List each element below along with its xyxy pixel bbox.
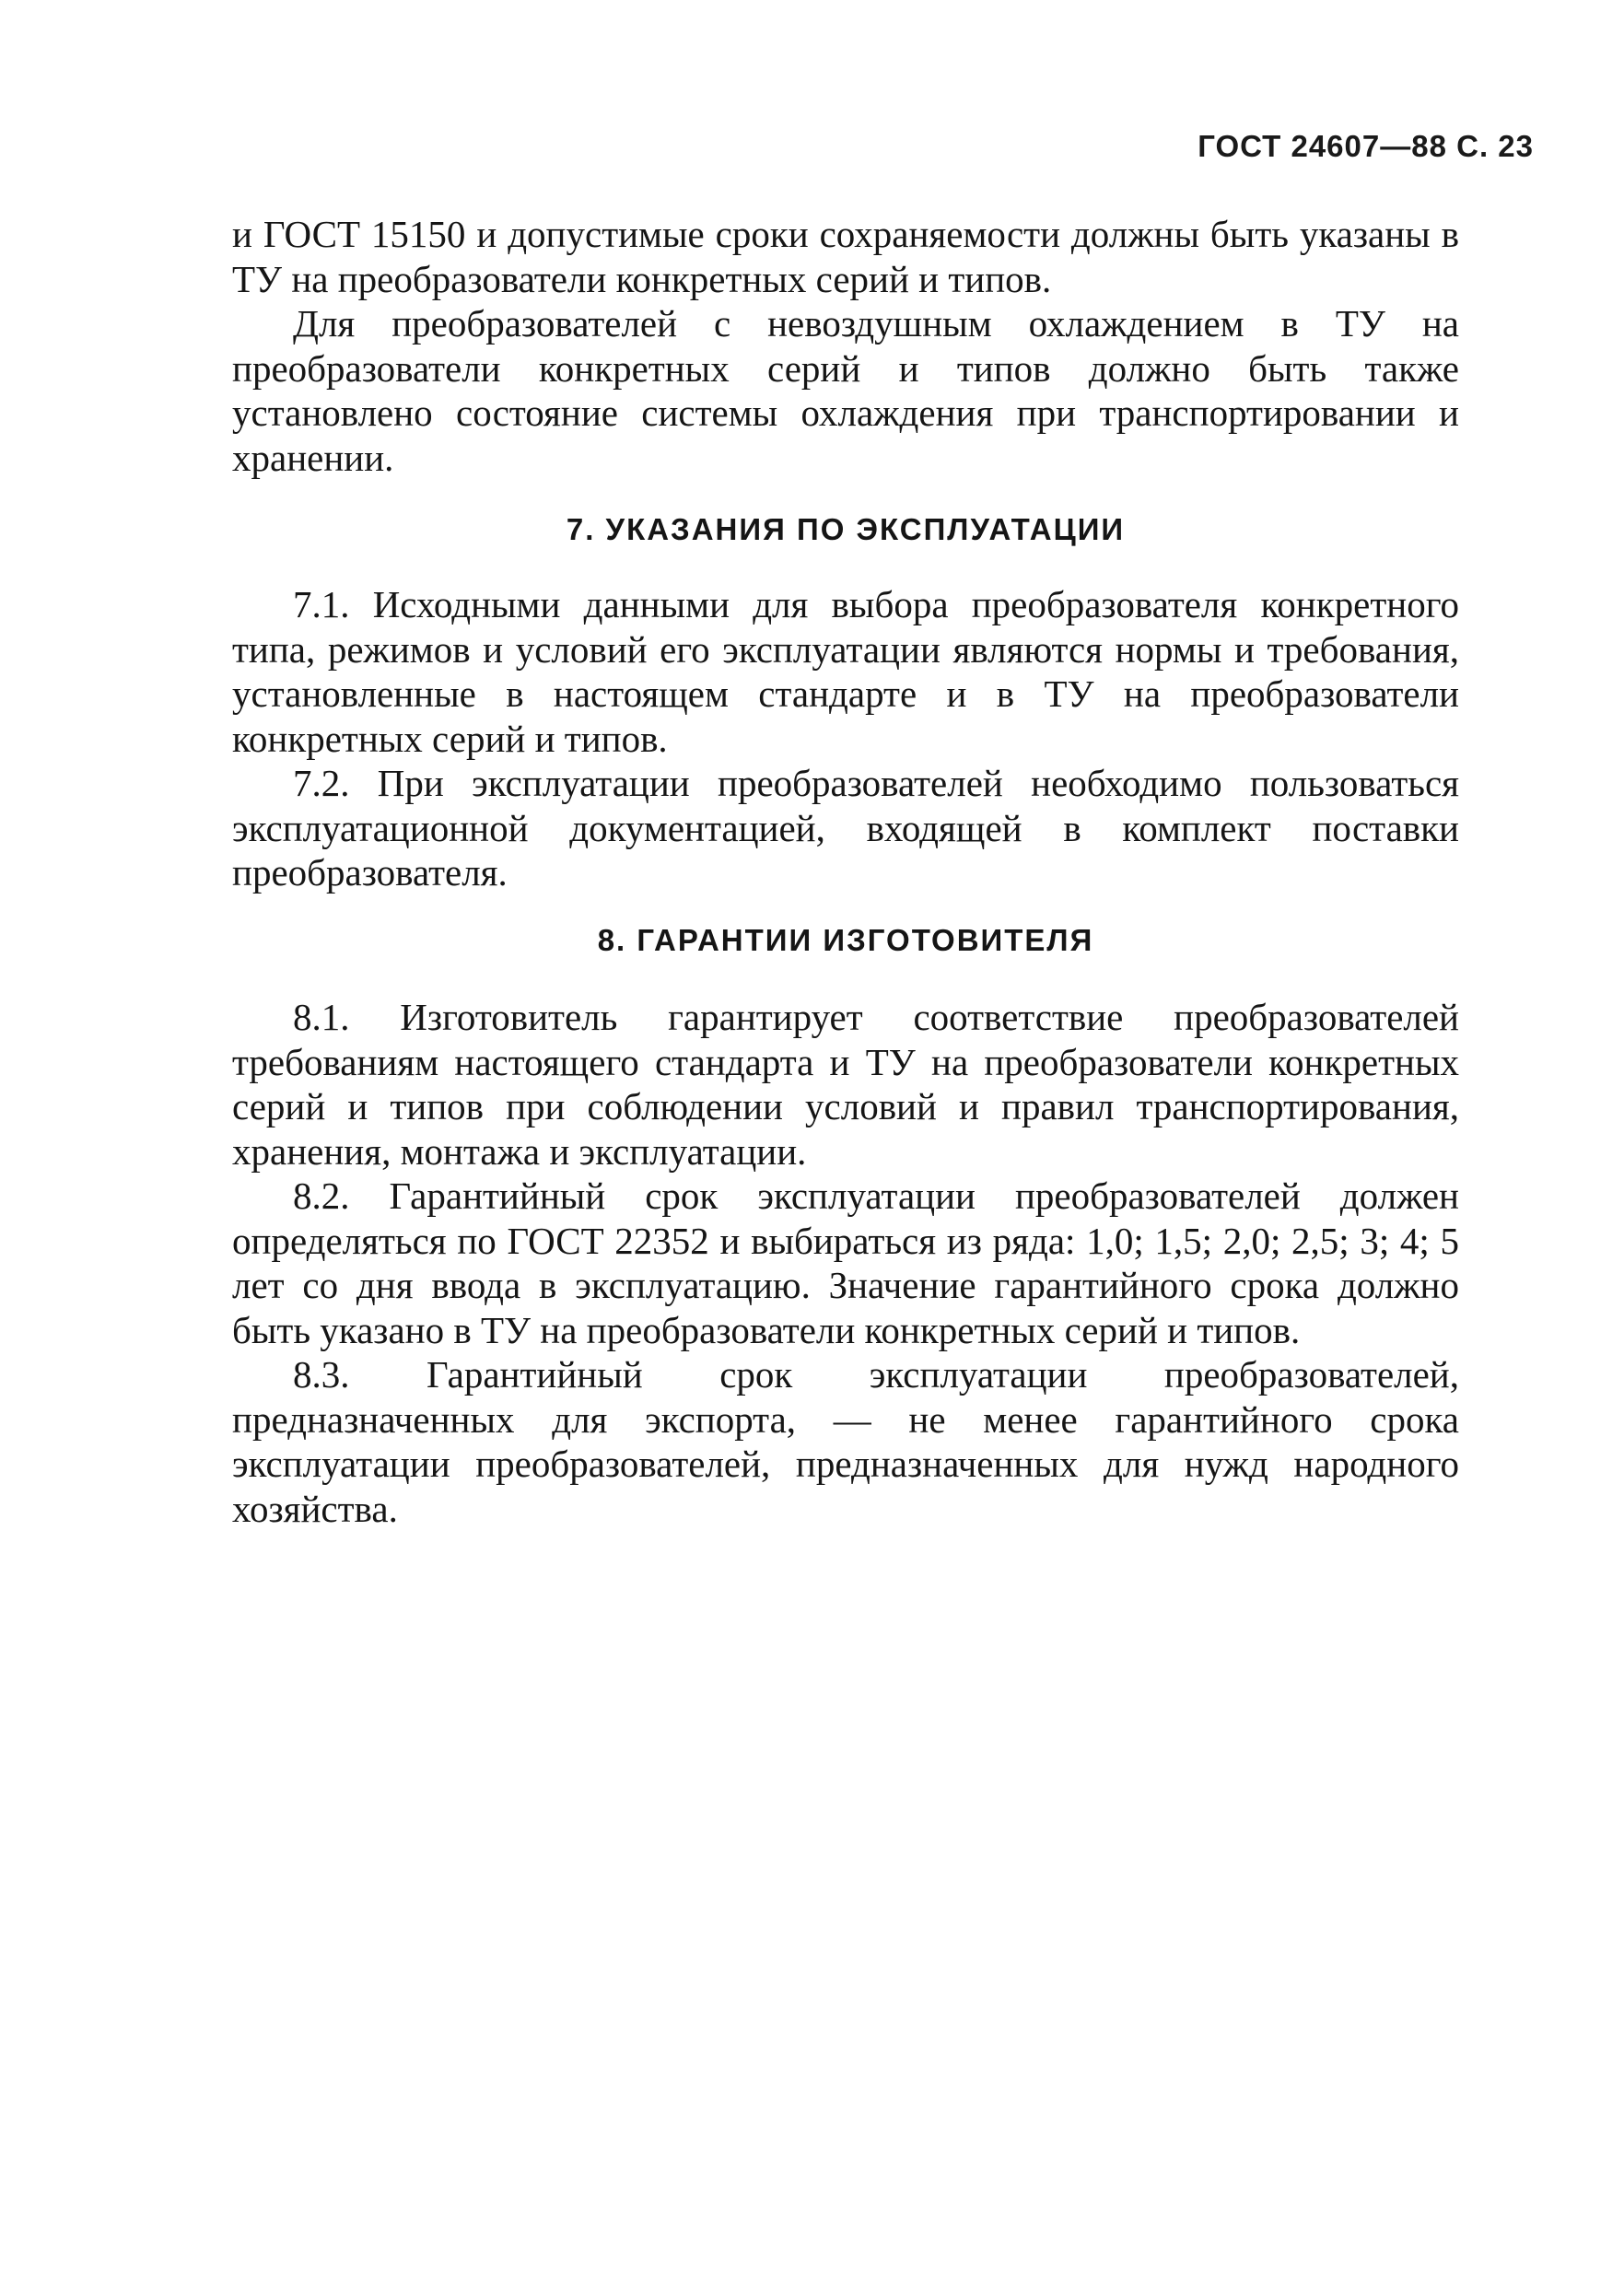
intro-text-block xyxy=(232,212,1459,480)
clause-7-1: 7.1. Исходными данными для выбора преобразователя конкретного типа, режимов и условий его эксплуатации являются нормы и требования, установленные в настоящем стандарте и в ТУ на преобразователи конкретных серий и типов. xyxy=(232,583,1459,760)
clause-8-3: 8.3. Гарантийный срок эксплуатации преобразователей, предназначенных для экспорта, — не менее гарантийного срока эксплуатации преобразователей, предназначенных для нужд народного хозяйства. xyxy=(232,1353,1459,1530)
intro-paragraph-continuation: и ГОСТ 15150 и допустимые сроки сохраняемости должны быть указаны в ТУ на преобразователи конкретных серий и типов. xyxy=(232,213,1459,300)
section-8-body xyxy=(232,995,1459,1531)
intro-paragraph-cooling: Для преобразователей с невоздушным охлаждением в ТУ на преобразователи конкретных серий и типов должно быть также установлено состояние системы охлаждения при транспортировании и хранении. xyxy=(232,302,1459,479)
section-7-body xyxy=(232,582,1459,895)
page-running-head: ГОСТ 24607—88 С. 23 xyxy=(1198,129,1534,163)
clause-7-2: 7.2. При эксплуатации преобразователей необходимо пользоваться эксплуатационной документацией, входящей в комплект поставки преобразователя. xyxy=(232,762,1459,894)
clause-8-1: 8.1. Изготовитель гарантирует соответствие преобразователей требованиям настоящего стандарта и ТУ на преобразователи конкретных серий и типов при соблюдении условий и правил транспортирования, хранения, монтажа и эксплуатации. xyxy=(232,996,1459,1173)
section-7-heading: 7. УКАЗАНИЯ ПО ЭКСПЛУАТАЦИИ xyxy=(566,512,1126,546)
section-8-heading: 8. ГАРАНТИИ ИЗГОТОВИТЕЛЯ xyxy=(597,923,1094,957)
clause-8-2: 8.2. Гарантийный срок эксплуатации преобразователей должен определяться по ГОСТ 22352 и выбираться из ряда: 1,0; 1,5; 2,0; 2,5; 3; 4; 5 лет со дня ввода в эксплуатацию. Значение гарантийного срока должно быть указано в ТУ на преобразователи конкретных серий и типов. xyxy=(232,1174,1459,1351)
